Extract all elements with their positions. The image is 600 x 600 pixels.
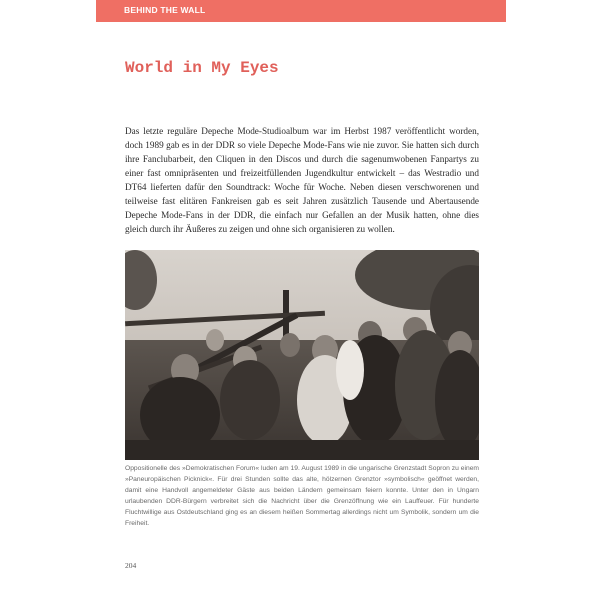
section-header-bar [96, 0, 506, 22]
body-paragraph: Das letzte reguläre Depeche Mode-Studioalbum war im Herbst 1987 veröffentlicht worden, doch 1989 gab es in der DDR so viele Depeche Mode-Fans wie nie zuvor. Sie hatten sich durch ihre Fanclubarbeit, den Cliquen in den Discos und durch die sagenumwobenen Fanpartys zu einer fast omnipräsenten und freizeitfüllenden Jugendkultur entwickelt – das Westradio und DT64 lieferten dafür den Soundtrack: Woche für Woche. Neben diesen verschworenen und teilweise fast elitären Fankreisen gab es seit Jahren zusätzlich Tausende und Abertausende Depeche Mode-Fans in der DDR, die einfach nur Gefallen an der Musik hatten, ohne dies gleich durch ihr Äußeres zu zeigen und ohne sich organisieren zu wollen. [125, 126, 479, 235]
border-crowd-photo [125, 250, 479, 460]
chapter-title: World in My Eyes [125, 59, 279, 77]
photo-illustration [125, 250, 479, 460]
photo-caption: Oppositionelle des »Demokratischen Forum« luden am 19. August 1989 in die ungarische Grenzstadt Sopron zu einem »Paneuropäischen Picknick«. Für drei Stunden sollte das alte, hölzernen Grenztor »symbolisch« geöffnet werden, damit eine Handvoll angemeldeter Gäste aus beiden Ländern gemeinsam feiern konnte. Unter den in Ungarn urlaubenden DDR-Bürgern verbreitet sich die Nachricht über die Grenzöffnung wie ein Lauffeuer. Für hunderte Fluchtwillige aus Ostdeutschland ging es an diesem heißen Sommertag allerdings nicht um Symbolik, sondern um die Freiheit. [125, 465, 479, 527]
section-label: BEHIND THE WALL [124, 5, 206, 15]
page-number: 204 [125, 561, 137, 570]
